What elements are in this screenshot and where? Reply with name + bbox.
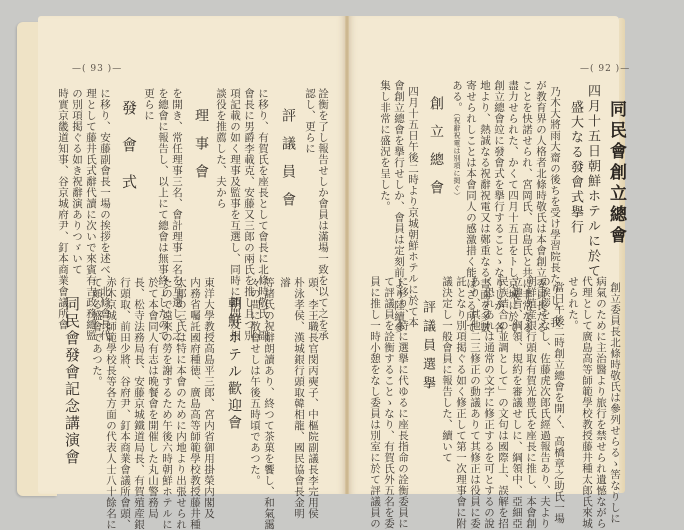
left-col-27: 於て本會同人有志は晩餐會を開催した丸山警務局 [147, 277, 159, 519]
right-col-29: 員に推し一時小憩をなし委員は別室に於て評議員の [369, 276, 381, 529]
left-col-10: を總會に報告し、以上にて總會は無事終了したので [157, 88, 169, 341]
left-col-1: 詮衡を了し報告せしか會員は滿場一致を以て之を承 [317, 88, 329, 341]
left-col-28: 長、松寺法務局長、安藤京城鐵道局長、有賀殖産銀 [133, 277, 145, 530]
left-col-23: 東洋大學教授高島平三郎、宮内省御用掛榮内閣及 [203, 277, 215, 519]
right-col-8-note: （祝辭祝電は別項に掲ぐ） [453, 113, 461, 200]
left-col-4: に移り、有賀氏を座長として會長に北條時敬氏、副 [257, 88, 269, 341]
right-col-8 [450, 80, 463, 200]
left-heading-hakkaishiki: 發會式 [120, 100, 138, 211]
left-col-20: 等諸氏の祝辭朗讀あり、終つて茶菓を饗し、和氣靄 [263, 277, 275, 530]
right-heading-election: 評議員選擧 [420, 300, 435, 395]
right-col-8-text: ある。 [451, 80, 463, 113]
right-col-1: 乃木大將雨大齋の後ちを受け學習院長たりし、我 [549, 86, 561, 328]
left-col-16: 時實京畿道知事、谷京城府尹、釘本商業會議所會 [57, 88, 69, 330]
left-col-13: に移り、安藤副會長一場の挨拶を述べ、北條會長代 [99, 88, 111, 341]
right-col-27: に移り、特に選擧に代ゆるに座長指命の詮衡委員に [397, 276, 409, 529]
left-col-11: 更らに [143, 88, 155, 121]
left-col-14: 理として藤井氏式辭代讀に次いで來賓有吉政務總監 [85, 88, 97, 341]
right-col-21: 民族結合の並調として」の文句は國際上、誤解を招 [497, 276, 509, 529]
right-page-number: —( 92 )— [580, 64, 631, 74]
right-subtitle-2: 盛大なる發會式擧行 [568, 100, 583, 235]
left-col-30: 赤木京城師範學校長等各方面の代表人士八十餘名に [105, 277, 117, 530]
right-col-5: 創立總會竝に發會式を擧行することゝなりしが、各 [493, 80, 505, 333]
left-col-19: 濬 [279, 277, 291, 288]
left-heading-hyogiinkai: 評議員會 [280, 108, 296, 220]
left-col-24: 内務省囑託國府種徳、廣島高等師範學校教授藤井種 [189, 277, 201, 530]
left-heading-hotel-welcome: 朝鮮ホテル歡迎會 [226, 296, 242, 432]
right-col-15: 代理として廣島高等師範學校教授藤井種太郎氏來城 [581, 276, 593, 529]
right-col-6: 地より、熱誠なる祝辭祝電又は鄭重なる書面を多數 [479, 80, 491, 333]
right-col-25: 議決定し一般會員に報告した、續いて [441, 276, 453, 463]
left-col-5: 會長に男爵李載克、安藤又三郎の兩氏を推し且つ別 [243, 88, 255, 341]
right-col-24: 託となり別項掲ぐる如く修正して第一次理事會に附 [455, 276, 467, 529]
right-col-14: 病氣のために主治醫より旅行を禁せられ遺憾ながら [595, 276, 607, 529]
right-col-17: 當日午後二時創立總會を開く、高橋章之助氏一場 [553, 282, 565, 524]
right-col-4: 盡力せられた、かくて四月十五日をトし京城に於て [507, 80, 519, 333]
right-col-7: 寄せられしことは本會同人の感激措く能はざる所で [465, 80, 477, 333]
left-page-number: —( 93 )— [72, 64, 123, 74]
right-col-28: て評議員を詮衡することゝなり、有賀氏外五名を委 [383, 276, 395, 529]
right-col-23: あり、其他二三修正の動議ありて其修正は役員に委 [469, 276, 481, 529]
right-col-22: く恐れあれは通常の文字に修正するを可とするの說 [483, 276, 495, 529]
left-col-9: を開き、常任理事三名、會計理事二名を互選し、之 [171, 88, 183, 341]
left-col-18: 朴泳孝侯、漢城銀行頭取韓相龍、國民協會長金明 [293, 277, 305, 519]
right-title: 同民會創立總會 [606, 100, 626, 247]
left-col-21: 々の間に散會せしは午後五時頃であつた。 [249, 277, 261, 486]
left-col-2: 認し、更らに [304, 88, 316, 154]
left-heading-lecture: 同民會發會記念講演會 [63, 296, 81, 466]
left-col-29: 行頭取、前田少將、谷府尹、釘本商業會議所會頭、 [119, 277, 131, 530]
right-col-12: 集し非常に盛況を呈した。 [379, 80, 391, 212]
right-subtitle-1: 四月十五日朝鮮ホテルに於て [585, 84, 600, 279]
right-col-19: 朝鮮殖産銀行頭取有賀光豊氏を座長に推し、本會創 [525, 276, 537, 529]
right-col-11: 會創立總會を擧行せしか、會員は定刻前より陸續參 [393, 80, 405, 333]
right-col-13: 創立委員長北條時敬氏は參列せらるゝ筈なりしに [609, 282, 621, 524]
right-col-18: の挨拶をなし、佐藤虎次郎氏經過報告あり、夫より [539, 276, 551, 529]
left-col-17: 頭、李王職長官閔丙奭子、中樞院副議長李完用侯 [307, 277, 319, 519]
right-heading-soukai: 創立總會 [428, 96, 444, 208]
left-col-31: て頗る盛會であつた。 [91, 277, 103, 387]
left-col-7: 談役を推薦した、夫から [215, 88, 227, 209]
right-col-16: せられた。 [567, 276, 579, 331]
left-heading-rijikai: 理事會 [193, 108, 209, 192]
left-col-25: 太郎の三氏は特に本會のために内地より出張せられ [175, 277, 187, 530]
right-col-20: 立趣旨、綱領、規約を審議せしに、綱領中、亞細亞 [511, 276, 523, 529]
right-col-3: ことを快諾せられ、宮岡氏、高島氏と共に非常なる [521, 80, 533, 333]
left-col-26: たので遠來の勞を謝するため午後六時朝鮮ホテルに [161, 277, 173, 530]
right-col-2: が教育界の人格者北條時敬氏は本會創立委員長たる [535, 80, 547, 333]
left-col-6: 項記載の如く理事及監事を互選し、同時に顧問及相 [229, 88, 241, 341]
left-col-15: の別項掲ぐる如き祝辭演ありつゞいて [71, 88, 83, 275]
right-col-10: 四月十五日午後二時より京城朝鮮ホテルに於て本 [407, 86, 419, 328]
